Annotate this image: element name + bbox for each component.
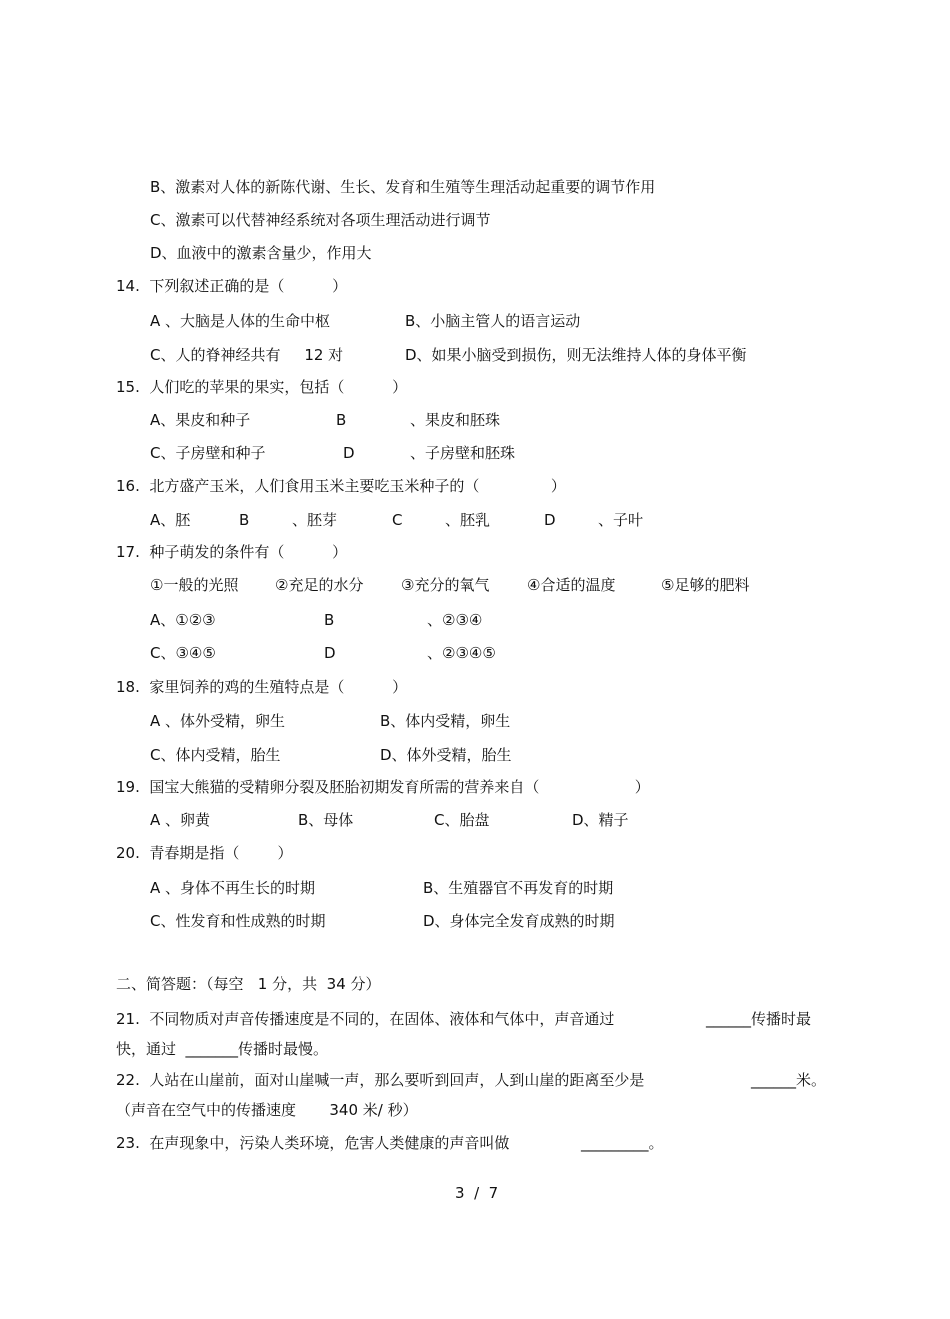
question-19: 19. 国宝大熊猫的受精卵分裂及胚胎初期发育所需的营养来自（ ） [116, 778, 650, 796]
question-14: 14. 下列叙述正确的是（ ） [116, 277, 348, 295]
option-letter: B [239, 511, 250, 529]
option-line: B、小脑主管人的语言运动 [405, 312, 581, 330]
option-line: B、生殖器官不再发育的时期 [423, 879, 614, 897]
option-line: A、胚 [150, 511, 191, 529]
condition-item: ②充足的水分 [275, 576, 364, 594]
option-line: A 、大脑是人体的生命中枢 [150, 312, 331, 330]
question-17: 17. 种子萌发的条件有（ ） [116, 543, 348, 561]
option-letter: B [336, 411, 347, 429]
option-letter: B [324, 611, 335, 629]
option-letter: C [392, 511, 403, 529]
section-heading: 二、简答题：（每空 1 分，共 34 分） [116, 975, 381, 993]
condition-item: ⑤足够的肥料 [661, 576, 750, 594]
option-line: D、血液中的激素含量少，作用大 [150, 244, 372, 262]
option-line: D、如果小脑受到损伤，则无法维持人体的身体平衡 [405, 346, 747, 364]
option-line: A 、体外受精，卵生 [150, 712, 286, 730]
option-line: A、①②③ [150, 611, 216, 629]
question-22: 22. 人站在山崖前，面对山崖喊一声，那么要听到回声，人到山崖的距离至少是 [116, 1071, 645, 1089]
question-21: 21. 不同物质对声音传播速度是不同的，在固体、液体和气体中，声音通过 [116, 1010, 615, 1028]
option-line: 、胚芽 [292, 511, 338, 529]
option-line: 、②③④ [427, 611, 483, 629]
condition-item: ①一般的光照 [150, 576, 239, 594]
option-line: 、果皮和胚珠 [410, 411, 501, 429]
option-line: C、子房壁和种子 [150, 444, 266, 462]
question-16: 16. 北方盛产玉米，人们食用玉米主要吃玉米种子的（ ） [116, 477, 566, 495]
option-line: A 、卵黄 [150, 811, 211, 829]
option-line: 、子房壁和胚珠 [410, 444, 516, 462]
option-line: C、激素可以代替神经系统对各项生理活动进行调节 [150, 211, 491, 229]
question-23-blank: _________。 [581, 1134, 664, 1152]
option-line: A、果皮和种子 [150, 411, 251, 429]
option-line: D、精子 [572, 811, 629, 829]
question-18: 18. 家里饲养的鸡的生殖特点是（ ） [116, 678, 408, 696]
option-line: C、性发育和性成熟的时期 [150, 912, 326, 930]
option-letter: D [324, 644, 336, 662]
option-line: C、人的脊神经共有 12 对 [150, 346, 344, 364]
question-15: 15. 人们吃的苹果的果实，包括（ ） [116, 378, 408, 396]
page-number: 3 / 7 [455, 1184, 499, 1202]
option-line: B、母体 [298, 811, 354, 829]
option-line: B、激素对人体的新陈代谢、生长、发育和生殖等生理活动起重要的调节作用 [150, 178, 656, 196]
option-line: 、②③④⑤ [427, 644, 496, 662]
question-22-blank: ______米。 [751, 1071, 827, 1089]
option-line: C、胎盘 [434, 811, 490, 829]
option-line: C、体内受精，胎生 [150, 746, 281, 764]
question-22-note: （声音在空气中的传播速度 340 米/ 秒） [116, 1101, 418, 1119]
question-21-blank: ______传播时最 [706, 1010, 812, 1028]
option-line: B、体内受精，卵生 [380, 712, 511, 730]
option-line: D、身体完全发育成熟的时期 [423, 912, 615, 930]
question-23: 23. 在声现象中，污染人类环境，危害人类健康的声音叫做 [116, 1134, 510, 1152]
option-line: C、③④⑤ [150, 644, 216, 662]
condition-item: ③充分的氧气 [401, 576, 490, 594]
option-line: A 、身体不再生长的时期 [150, 879, 316, 897]
option-letter: D [343, 444, 355, 462]
option-line: D、体外受精，胎生 [380, 746, 512, 764]
option-letter: D [544, 511, 556, 529]
option-line: 、子叶 [598, 511, 644, 529]
option-line: 、胚乳 [445, 511, 491, 529]
question-21-cont: 快，通过 _______传播时最慢。 [116, 1040, 329, 1058]
condition-item: ④合适的温度 [527, 576, 616, 594]
question-20: 20. 青春期是指（ ） [116, 844, 293, 862]
